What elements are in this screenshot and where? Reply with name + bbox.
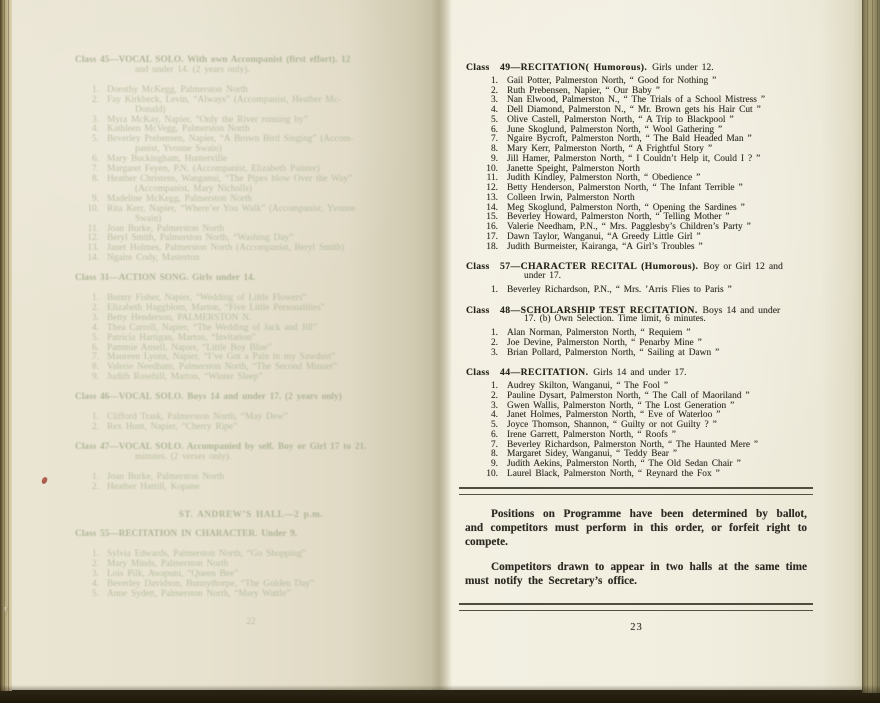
entry-text: Joe Devine, Palmerston North, “ Penarby Mine ” xyxy=(507,337,702,348)
entry-list xyxy=(466,382,807,480)
ghost-entry-text: Rita Kerr, Napier, “Where’er You Walk” (Accompanist, Yvonne xyxy=(107,203,356,214)
ghost-entry-text: Heather Christens, Wanganui, “The Pipes blow Over the Way” xyxy=(107,173,353,184)
ghost-entry-number: 2. xyxy=(92,481,99,492)
entry-row xyxy=(466,243,807,253)
ghost-entry-text: Joan Burke, Palmerston North xyxy=(107,471,225,482)
entry-number: 17. xyxy=(486,231,498,242)
entry-text: Meg Skoglund, Palmerston North, “ Opening the Sardines ” xyxy=(507,202,745,213)
notice-box xyxy=(459,487,813,611)
ghost-entry-text: Fay Kirkbeck, Levin, “Always” (Accompanist, Heather Mc- xyxy=(107,94,341,105)
ghost-entry-number: 2. xyxy=(92,559,99,570)
right-page-number: 23 xyxy=(630,621,643,633)
ghost-line: Class 31—ACTION SONG. Girls under 14. xyxy=(75,273,256,284)
class-title: 48—SCHOLARSHIP TEST RECITATION. Boys 14 and under xyxy=(500,304,781,316)
entry-text: Joyce Thomson, Shannon, “ Guilty or not Guilty ? ” xyxy=(507,420,717,430)
ghost-entry-row xyxy=(75,423,427,433)
left-page xyxy=(12,0,432,690)
ghost-entry-row xyxy=(75,254,427,264)
ghost-entry-text: Clifford Trask, Palmerston North, “May Dew” xyxy=(107,412,288,423)
entry-text: Brian Pollard, Palmerston North, “ Sailing at Dawn ” xyxy=(507,347,720,358)
entry-number: 7. xyxy=(490,134,498,145)
class-word: Class xyxy=(466,62,490,73)
entry-number: 1. xyxy=(490,75,498,86)
entry-text: June Skoglund, Palmerston North, “ Wool Gathering ” xyxy=(507,124,723,135)
entry-number: 12. xyxy=(486,183,498,193)
notice-paragraph-two-halls: Competitors drawn to appear in two halls at the same time must notify the Secretary’s office. xyxy=(465,561,807,588)
ghost-entry-number: 2. xyxy=(92,422,99,432)
entry-row xyxy=(466,470,807,480)
ghost-entry-number: 14. xyxy=(87,253,99,264)
entry-text: Ngaire Bycroft, Palmerston North, “ The Bald Headed Man ” xyxy=(507,134,752,145)
ghost-line: Swain) xyxy=(135,213,162,224)
ghost-entry-text: Heather Hartill, Kopane xyxy=(107,481,200,492)
entry-number: 6. xyxy=(490,429,498,440)
class-section xyxy=(466,63,807,252)
ghost-line: Class 46—VOCAL SOLO. Boys 14 and under 17. (2 years only) xyxy=(75,392,342,403)
entry-list xyxy=(466,329,807,358)
entry-text: Janette Speight, Palmerston North xyxy=(507,163,640,174)
ghost-entry-row xyxy=(75,205,427,215)
entry-number: 18. xyxy=(486,241,498,252)
ghost-entry-number: 6. xyxy=(92,342,99,353)
notice-top-rule xyxy=(459,487,813,495)
left-page-ghost-text xyxy=(75,56,427,628)
ghost-entry-number: 8. xyxy=(92,362,99,373)
entry-number: 3. xyxy=(490,95,498,106)
ghost-entry-text: Anne Sydett, Palmerston North, “Mary Wattle” xyxy=(107,588,291,599)
ghost-line: Donald) xyxy=(135,104,166,115)
entry-text: Beverley Richardson, P.N., “ Mrs. ’Arris Flies to Paris ” xyxy=(507,284,732,295)
entry-list xyxy=(466,77,807,253)
ghost-entry-number: 1. xyxy=(92,293,99,304)
class-heading xyxy=(466,63,807,73)
ghost-line: Class 47—VOCAL SOLO. Accompanied by self. Boy or Girl 17 to 21. xyxy=(75,441,367,452)
book-bottom-shadow xyxy=(0,685,880,703)
ghost-line: (Accompanist, Mary Nicholls) xyxy=(135,183,252,194)
ghost-entry-number: 12. xyxy=(87,233,99,244)
entry-text: Betty Henderson, Palmerston North, “ The Infant Terrible ” xyxy=(507,183,743,193)
ghost-entry-text: Pammie Ansell, Napier, “Little Boy Blue” xyxy=(107,342,272,353)
ghost-entry-number: 9. xyxy=(92,372,99,383)
entry-number: 3. xyxy=(490,347,498,358)
ghost-entry-number: 3. xyxy=(92,312,99,323)
ghost-entry-text: Sylvia Edwards, Palmerston North, “Go Shopping” xyxy=(107,549,306,560)
ghost-entry-number: 4. xyxy=(92,579,99,590)
left-page-edge-stack xyxy=(0,0,12,691)
entry-number: 13. xyxy=(486,192,498,203)
notice-paragraph-ballot: Positions on Programme have been determined by ballot, and competitors must perform in this order, or forfeit right to compete. xyxy=(465,507,807,548)
ghost-entry-number: 5. xyxy=(92,134,99,145)
entry-number: 10. xyxy=(486,468,498,479)
entry-list xyxy=(466,286,807,296)
right-page-content xyxy=(466,63,807,632)
ghost-entry-text: Thea Carroll, Napier, “The Wedding of Jack and Jill” xyxy=(107,322,318,333)
ghost-entry-number: 2. xyxy=(92,302,99,313)
entry-number: 16. xyxy=(486,222,498,232)
ghost-entry-row xyxy=(75,590,427,600)
ghost-entry-number: 8. xyxy=(92,173,99,184)
ghost-entry-text: Ngaire Cody, Masterton xyxy=(107,253,200,264)
class-title: 57—CHARACTER RECITAL (Humorous). Boy or Girl 12 and xyxy=(500,261,783,273)
class-word: Class xyxy=(466,367,490,379)
entry-text: Olive Castell, Palmerston North, “ A Trip to Blackpool ” xyxy=(507,114,734,125)
ghost-entry-number: 11. xyxy=(87,223,99,234)
ghost-entry-number: 1. xyxy=(92,471,99,482)
programme-sections xyxy=(466,63,807,480)
ghost-entry-text: Kathleen McVegg, Palmerston North xyxy=(107,124,250,135)
ghost-entry-text: Valerie Needham, Palmerston North, “The Second Minuet” xyxy=(107,362,337,373)
ghost-entry-number: 4. xyxy=(92,322,99,333)
entry-text: Beverley Richardson, Palmerston North, “ The Haunted Mere ” xyxy=(507,439,759,450)
notice-bottom-rule xyxy=(459,603,813,611)
entry-text: Colleen Irwin, Palmerston North xyxy=(507,192,635,203)
entry-number: 7. xyxy=(490,439,498,450)
entry-text: Dell Diamond, Palmerston N., “ Mr. Brown gets his Hair Cut ” xyxy=(507,105,761,115)
class-heading xyxy=(466,368,807,378)
entry-number: 9. xyxy=(490,459,498,469)
ghost-entry-number: 7. xyxy=(92,352,99,363)
class-word: Class xyxy=(466,261,490,273)
ghost-line: minutes. (2 verses only). xyxy=(135,451,232,462)
ghost-line: Class 55—RECITATION IN CHARACTER. Under 9. xyxy=(75,529,298,540)
ghost-entry-text: Margaret Feyen, P.N. (Accompanist, Elizabeth Painter) xyxy=(107,164,320,175)
entry-text: Margaret Sidey, Wanganui, “ Teddy Bear ” xyxy=(507,449,678,460)
ghost-entry-number: 6. xyxy=(92,154,99,165)
entry-number: 4. xyxy=(490,105,498,115)
ghost-entry-number: 2. xyxy=(92,94,99,105)
entry-number: 6. xyxy=(490,124,498,135)
class-section xyxy=(466,306,807,359)
ghost-entry-number: 3. xyxy=(92,569,99,580)
entry-number: 2. xyxy=(490,390,498,401)
class-heading xyxy=(466,262,807,272)
ghost-entry-text: Madeline McKegg, Palmerston North xyxy=(107,193,252,204)
entry-text: Beverley Howard, Palmerston North, “ Telling Mother ” xyxy=(507,212,730,223)
ghost-entry-text: Mary Buckingham, Hunterville xyxy=(107,154,227,165)
class-section xyxy=(466,262,807,295)
ghost-entry-number: 5. xyxy=(92,332,99,343)
entry-text: Judith Aekins, Palmerston North, “ The Old Sedan Chair ” xyxy=(507,459,741,469)
ghost-entry-text: Dorothy McKegg, Palmerston North xyxy=(107,84,248,95)
entry-number: 1. xyxy=(490,284,498,295)
entry-text: Pauline Dysart, Palmerston North, “ The Call of Maoriland ” xyxy=(507,390,750,401)
ghost-entry-text: Joan Burke, Palmerston North xyxy=(107,223,225,234)
class-heading-continuation: under 17. xyxy=(524,271,562,281)
entry-row xyxy=(466,349,807,359)
ghost-entry-text: Bunny Fisher, Napier, “Wedding of Little Flowers” xyxy=(107,293,307,304)
entry-text: Mary Kerr, Palmerston North, “ A Frightful Story ” xyxy=(507,144,713,154)
entry-number: 5. xyxy=(490,420,498,430)
ghost-entry-number: 5. xyxy=(92,588,99,599)
entry-text: Laurel Black, Palmerston North, “ Reynard the Fox ” xyxy=(507,468,720,479)
ghost-entry-text: Patricia Hartigan, Marton, “Invitation” xyxy=(107,332,256,343)
ghost-entry-row xyxy=(75,373,427,383)
entry-number: 1. xyxy=(490,328,498,338)
entry-text: Janet Holmes, Palmerston North, “ Eve of Waterloo ” xyxy=(507,410,721,421)
entry-number: 9. xyxy=(490,153,498,164)
ghost-entry-text: Beverley Prebensen, Napier, “A Brown Bird Singing” (Accom- xyxy=(107,134,354,145)
ghost-entry-row xyxy=(75,96,427,106)
entry-number: 5. xyxy=(490,114,498,125)
entry-text: Judith Kindley, Palmerston North, “ Obedience ” xyxy=(507,173,701,184)
class-title: 44—RECITATION. Girls 14 and under 17. xyxy=(500,367,687,379)
entry-text: Jill Hamer, Palmerston North, “ I Couldn’t Help it, Could I ? ” xyxy=(507,153,761,164)
entry-number: 4. xyxy=(490,410,498,421)
ghost-line: and under 14. (2 years only). xyxy=(135,64,250,75)
ghost-entry-row xyxy=(75,135,427,145)
entry-row xyxy=(466,286,807,296)
right-page xyxy=(452,0,862,690)
entry-text: Dawn Taylor, Wanganui, “A Greedy Little Girl ” xyxy=(507,231,701,242)
entry-number: 2. xyxy=(490,85,498,96)
ghost-entry-text: Myra McKay, Napier, “Only the River running by” xyxy=(107,114,308,125)
class-word: Class xyxy=(466,304,490,316)
entry-text: Ruth Prebensen, Napier, “ Our Baby ” xyxy=(507,85,660,96)
class-heading-continuation: 17. (b) Own Selection. Time limit, 6 minutes. xyxy=(524,314,706,325)
ghost-entry-number: 4. xyxy=(92,124,99,135)
entry-text: Nan Elwood, Palmerston N., “ The Trials of a School Mistress ” xyxy=(507,95,766,106)
ghost-entry-number: 7. xyxy=(92,164,99,175)
ghost-entry-text: Lois Pilk, Awapuni, “Queen Bee” xyxy=(107,569,239,580)
entry-number: 11. xyxy=(486,173,498,184)
entry-number: 10. xyxy=(486,163,498,174)
entry-text: Gwen Wallis, Palmerston North, “ The Lost Generation ” xyxy=(507,400,735,411)
ghost-entry-text: Rex Hunt, Napier, “Cherry Ripe” xyxy=(107,422,238,432)
entry-text: Valerie Needham, P.N., “ Mrs. Pagglesby’s Children’s Party ” xyxy=(507,222,751,232)
book-gutter-shadow xyxy=(432,0,452,690)
class-section xyxy=(466,368,807,479)
entry-number: 3. xyxy=(490,400,498,411)
entry-text: Alan Norman, Palmerston North, “ Requiem ” xyxy=(507,328,691,338)
ghost-entry-number: 10. xyxy=(87,203,99,214)
right-page-edge xyxy=(862,0,880,693)
entry-text: Gail Potter, Palmerston North, “ Good for Nothing ” xyxy=(507,75,717,86)
ghost-line: 22 xyxy=(246,616,256,627)
entry-number: 2. xyxy=(490,337,498,348)
ghost-entry-row xyxy=(75,483,427,493)
ghost-entry-number: 1. xyxy=(92,84,99,95)
ghost-line: panist, Yvonne Swain) xyxy=(135,144,222,155)
ghost-line: ST. ANDREW’S HALL—2 p.m. xyxy=(178,509,324,520)
ghost-entry-text: Mary Minds, Palmerston North xyxy=(107,559,229,570)
entry-number: 1. xyxy=(490,381,498,391)
ghost-entry-number: 3. xyxy=(92,114,99,125)
ghost-entry-text: Beverley Davidson, Bunnythorpe, “The Golden Day” xyxy=(107,579,315,590)
entry-text: Audrey Skilton, Wanganui, “ The Fool ” xyxy=(507,381,669,391)
entry-text: Judith Burmeister, Kairanga, “A Girl’s Troubles ” xyxy=(507,241,703,252)
ghost-entry-number: 9. xyxy=(92,193,99,204)
ghost-entry-text: Judith Rosehill, Marton, “Winter Sleep” xyxy=(107,372,263,383)
ghost-entry-text: Beryl Smith, Palmerston North, “Washing Day” xyxy=(107,233,294,244)
class-title: 49—RECITATION( Humorous). Girls under 12. xyxy=(500,62,714,73)
ghost-entry-number: 1. xyxy=(92,549,99,560)
entry-number: 8. xyxy=(490,144,498,154)
ghost-entry-text: Maureen Lyons, Napier, “I’ve Got a Pain in my Sawdust” xyxy=(107,352,336,363)
ghost-entry-text: Elizabeth Haggblom, Marton, “Five Little Personalities” xyxy=(107,302,325,313)
ghost-line: Class 45—VOCAL SOLO. With own Accompanist (first effort). 12 xyxy=(75,55,351,65)
ghost-entry-number: 1. xyxy=(92,412,99,423)
entry-text: Irene Garrett, Palmerston North, “ Roofs ” xyxy=(507,429,676,440)
entry-number: 14. xyxy=(486,202,498,213)
ghost-entry-text: Betty Henderson, PALMERSTON N. xyxy=(107,312,252,323)
ghost-entry-text: Janet Holmes, Palmerston North (Accompanist, Beryl Smith) xyxy=(107,243,345,254)
ghost-entry-number: 13. xyxy=(87,243,99,254)
entry-number: 8. xyxy=(490,449,498,460)
entry-number: 15. xyxy=(486,212,498,223)
